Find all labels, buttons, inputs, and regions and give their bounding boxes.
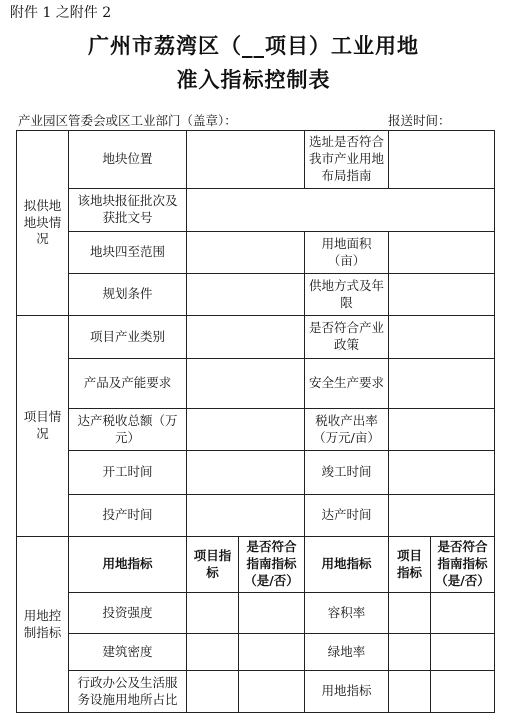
value-cell[interactable] bbox=[187, 451, 305, 495]
row-label: 供地方式及年限 bbox=[305, 274, 389, 316]
table-row bbox=[17, 359, 495, 409]
value-cell[interactable] bbox=[431, 593, 495, 634]
row-label: 选址是否符合我市产业用地布局指南 bbox=[305, 131, 389, 189]
row-label: 地块四至范围 bbox=[69, 232, 187, 274]
value-cell[interactable] bbox=[187, 409, 305, 451]
value-cell[interactable] bbox=[431, 634, 495, 671]
row-label: 达产时间 bbox=[305, 495, 389, 537]
row-label: 行政办公及生活服务设施用地所占比 bbox=[69, 671, 187, 713]
column-header: 是否符合指南指标（是/否） bbox=[239, 537, 305, 593]
row-label: 项目产业类别 bbox=[69, 316, 187, 359]
row-label: 该地块报征批次及获批文号 bbox=[69, 189, 187, 232]
column-header: 是否符合指南指标（是/否） bbox=[431, 537, 495, 593]
value-cell[interactable] bbox=[389, 593, 431, 634]
value-cell[interactable] bbox=[239, 671, 305, 713]
table-row bbox=[17, 274, 495, 316]
row-label: 用地面积（亩） bbox=[305, 232, 389, 274]
value-cell[interactable] bbox=[187, 634, 239, 671]
row-label: 规划条件 bbox=[69, 274, 187, 316]
value-cell[interactable] bbox=[239, 634, 305, 671]
value-cell[interactable] bbox=[389, 359, 495, 409]
row-label: 绿地率 bbox=[305, 634, 389, 671]
value-cell[interactable] bbox=[431, 671, 495, 713]
row-label: 地块位置 bbox=[69, 131, 187, 189]
value-cell[interactable] bbox=[187, 316, 305, 359]
table-row bbox=[17, 634, 495, 671]
row-label: 投产时间 bbox=[69, 495, 187, 537]
value-cell[interactable] bbox=[187, 189, 495, 232]
column-header: 用地指标 bbox=[305, 537, 389, 593]
value-cell[interactable] bbox=[187, 495, 305, 537]
value-cell[interactable] bbox=[187, 593, 239, 634]
page-title: 广州市荔湾区（__项目）工业用地 bbox=[88, 33, 419, 58]
table-row bbox=[17, 593, 495, 634]
value-cell[interactable] bbox=[239, 593, 305, 634]
value-cell[interactable] bbox=[389, 634, 431, 671]
table-row bbox=[17, 451, 495, 495]
submission-time-label: 报送时间： bbox=[388, 113, 451, 128]
value-cell[interactable] bbox=[187, 232, 305, 274]
value-cell[interactable] bbox=[389, 451, 495, 495]
row-label: 用地指标 bbox=[305, 671, 389, 713]
section-control-label: 用地控制指标 bbox=[17, 537, 69, 713]
table-row bbox=[17, 316, 495, 359]
value-cell[interactable] bbox=[389, 409, 495, 451]
row-label: 开工时间 bbox=[69, 451, 187, 495]
row-label: 竣工时间 bbox=[305, 451, 389, 495]
row-label: 税收产出率（万元/亩） bbox=[305, 409, 389, 451]
value-cell[interactable] bbox=[389, 232, 495, 274]
row-label: 投资强度 bbox=[69, 593, 187, 634]
control-table bbox=[16, 130, 495, 713]
table-row bbox=[17, 537, 495, 593]
row-label: 建筑密度 bbox=[69, 634, 187, 671]
value-cell[interactable] bbox=[187, 671, 239, 713]
row-label: 容积率 bbox=[305, 593, 389, 634]
table-row bbox=[17, 671, 495, 713]
page-subtitle: 准入指标控制表 bbox=[176, 67, 331, 92]
section-project-label: 项目情况 bbox=[17, 316, 69, 537]
table-row bbox=[17, 495, 495, 537]
value-cell[interactable] bbox=[187, 359, 305, 409]
value-cell[interactable] bbox=[187, 131, 305, 189]
value-cell[interactable] bbox=[389, 316, 495, 359]
table-row bbox=[17, 232, 495, 274]
column-header: 用地指标 bbox=[69, 537, 187, 593]
value-cell[interactable] bbox=[389, 274, 495, 316]
value-cell[interactable] bbox=[389, 671, 431, 713]
section-land-label: 拟供地地块情况 bbox=[17, 131, 69, 316]
table-row bbox=[17, 131, 495, 189]
row-label: 安全生产要求 bbox=[305, 359, 389, 409]
table-row bbox=[17, 409, 495, 451]
table-row bbox=[17, 189, 495, 232]
column-header: 项目指标 bbox=[187, 537, 239, 593]
value-cell[interactable] bbox=[187, 274, 305, 316]
department-seal-label: 产业园区管委会或区工业部门（盖章）： bbox=[18, 113, 237, 128]
column-header: 项目指标 bbox=[389, 537, 431, 593]
value-cell[interactable] bbox=[389, 495, 495, 537]
row-label: 产品及产能要求 bbox=[69, 359, 187, 409]
value-cell[interactable] bbox=[389, 131, 495, 189]
row-label: 是否符合产业政策 bbox=[305, 316, 389, 359]
row-label: 达产税收总额（万元） bbox=[69, 409, 187, 451]
attachment-label: 附件 1 之附件 2 bbox=[10, 5, 112, 21]
